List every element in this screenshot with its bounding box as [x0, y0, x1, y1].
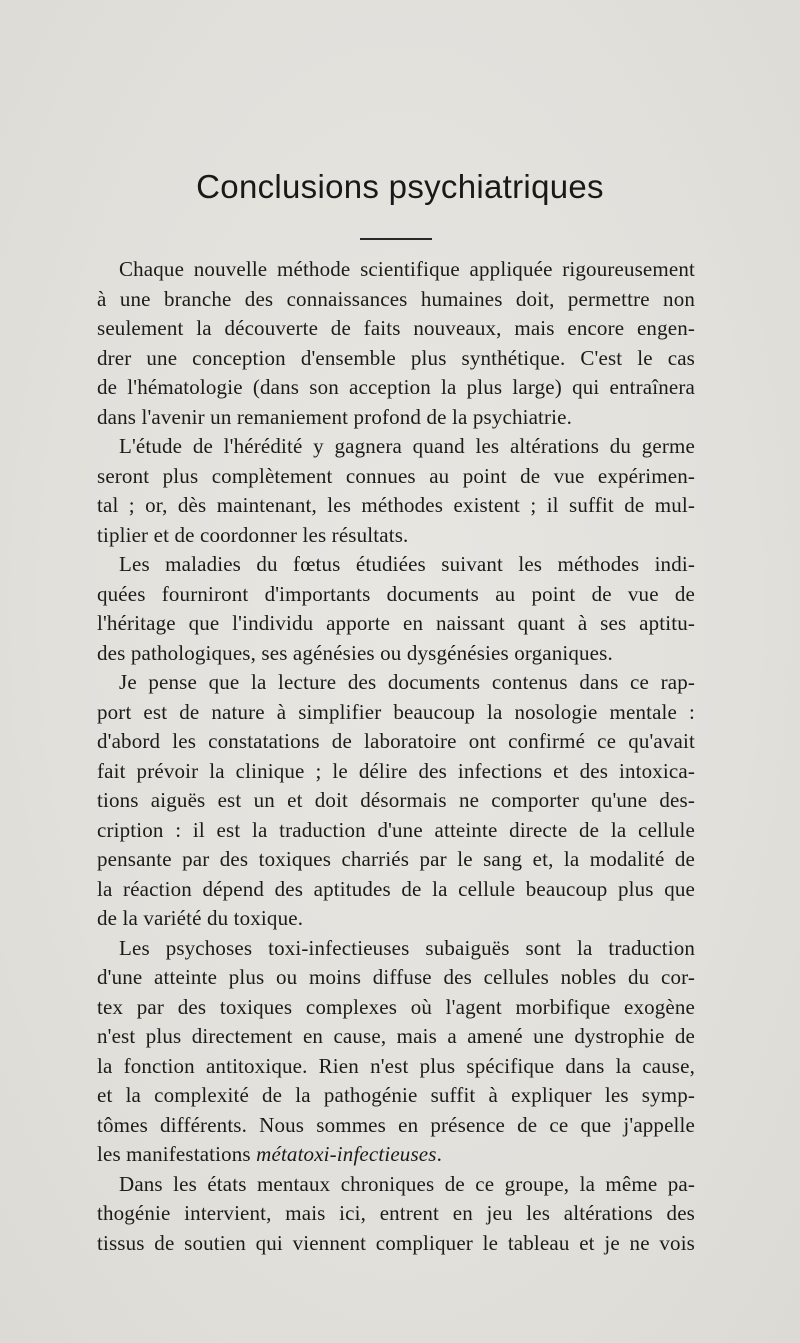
text-line: tissus de soutien qui viennent compliquer le tableau et je ne vois — [97, 1230, 695, 1255]
text-line: seulement la découverte de faits nouveaux, mais encore engen- — [97, 316, 695, 340]
text-line: la fonction antitoxique. Rien n'est plus spécifique dans la cause, — [97, 1053, 695, 1078]
text-line: Dans les états mentaux chroniques de ce groupe, la même pa- — [119, 1171, 695, 1196]
text-line: à une branche des connaissances humaines doit, permettre non — [97, 286, 695, 311]
text-line: des pathologiques, ses agénésies ou dysgénésies organiques. — [97, 640, 613, 665]
text-line: d'une atteinte plus ou moins diffuse des cellules nobles du cor- — [97, 965, 695, 989]
text-line: Je pense que la lecture des documents contenus dans ce rap- — [119, 670, 695, 694]
text-line: drer une conception d'ensemble plus synthétique. C'est le cas — [97, 345, 695, 370]
text-line: tex par des toxiques complexes où l'agent morbifique exogène — [97, 994, 695, 1019]
text-line: quées fourniront d'importants documents au point de vue de — [97, 581, 695, 606]
text-line: d'abord les constatations de laboratoire ont confirmé ce qu'avait — [97, 729, 695, 753]
text-line: Les psychoses toxi-infectieuses subaiguës sont la traduction — [119, 935, 695, 960]
text-line: tômes différents. Nous sommes en présence de ce que j'appelle — [97, 1112, 695, 1137]
text-line: Chaque nouvelle méthode scientifique appliquée rigoureusement — [119, 257, 695, 281]
text-line: de la variété du toxique. — [97, 906, 304, 930]
text-line: tiplier et de coordonner les résultats. — [97, 522, 409, 547]
text-line: cription : il est la traduction d'une atteinte directe de la cellule — [97, 817, 695, 842]
body-text — [97, 255, 695, 1258]
text-line: dans l'avenir un remaniement profond de la psychiatrie. — [97, 404, 573, 429]
text-line: et la complexité de la pathogénie suffit à expliquer les symp- — [97, 1083, 695, 1107]
text-line: Les maladies du fœtus étudiées suivant les méthodes indi- — [119, 552, 695, 576]
page-title: Conclusions psychiatriques — [196, 168, 604, 205]
text-line: thogénie intervient, mais ici, entrent en jeu les altérations des — [97, 1201, 695, 1225]
text-line: tions aiguës est un et doit désormais ne comporter qu'une des- — [97, 788, 695, 812]
text-line: de l'hématologie (dans son acception la plus large) qui entraînera — [97, 375, 695, 399]
text-line: tal ; or, dès maintenant, les méthodes existent ; il suffit de mul- — [97, 493, 695, 517]
text-line: port est de nature à simplifier beaucoup la nosologie mentale : — [97, 699, 695, 724]
text-line: fait prévoir la clinique ; le délire des infections et des intoxica- — [97, 758, 695, 783]
text-line: L'étude de l'hérédité y gagnera quand les altérations du germe — [119, 434, 695, 458]
text-line-suffix: . — [436, 1142, 442, 1166]
text-line — [97, 1140, 695, 1170]
text-line: la réaction dépend des aptitudes de la cellule beaucoup plus que — [97, 876, 695, 901]
text-line: n'est plus directement en cause, mais a amené une dystrophie de — [97, 1024, 695, 1048]
text-line-prefix: les manifestations — [97, 1142, 257, 1166]
text-line: l'héritage que l'individu apporte en naissant quant à ses aptitu- — [97, 611, 695, 635]
text-line: seront plus complètement connues au point de vue expérimen- — [97, 463, 695, 488]
text-line: pensante par des toxiques charriés par le sang et, la modalité de — [97, 847, 695, 871]
title-divider — [360, 238, 432, 240]
emphasized-term: métatoxi-infectieuses — [256, 1142, 437, 1166]
